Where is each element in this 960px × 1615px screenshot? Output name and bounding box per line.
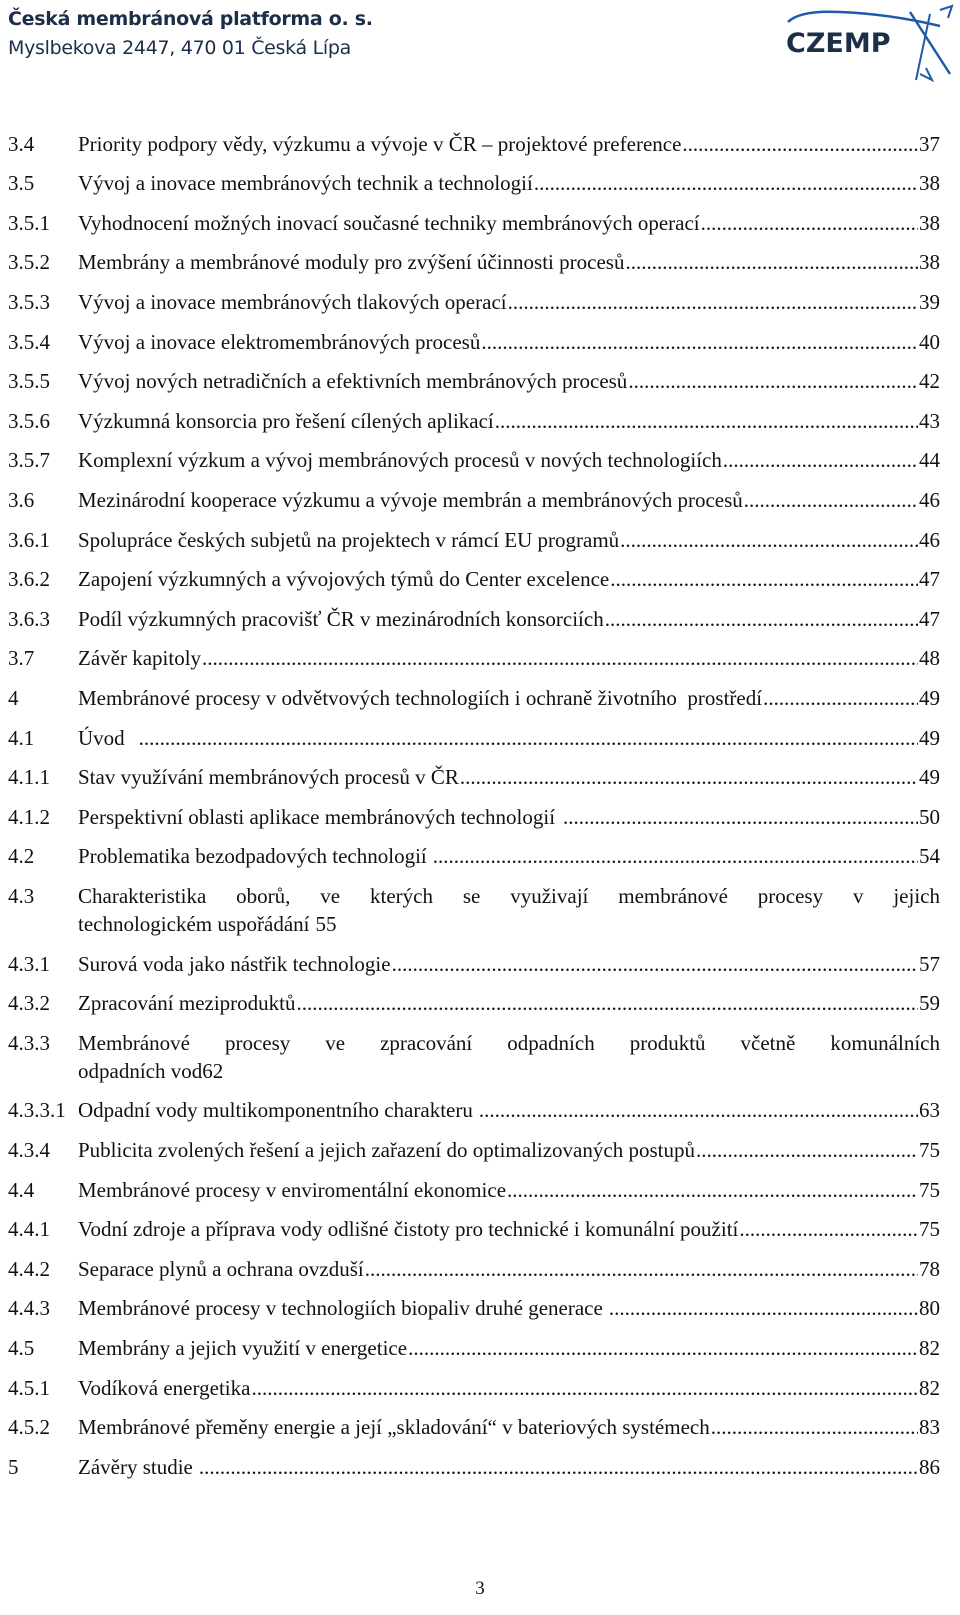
toc-title: Mezinárodní kooperace výzkumu a vývoje membrán a membránových procesů	[78, 488, 743, 512]
toc-page: 50	[919, 805, 940, 829]
toc-title: Závěr kapitoly	[78, 646, 202, 670]
toc-leader	[563, 805, 918, 830]
toc-leader	[481, 330, 918, 355]
toc-leader	[763, 686, 918, 711]
toc-title-line-1: Charakteristika oborů, ve kterých se využivají membránové procesy v jejich	[78, 884, 940, 908]
toc-number: 3.5.3	[8, 290, 50, 314]
toc-number: 4.3.1	[8, 952, 50, 976]
toc-page: 49	[919, 765, 940, 789]
toc-leader	[495, 409, 918, 434]
toc-title: Závěry studie	[78, 1455, 193, 1479]
toc-number: 3.4	[8, 132, 35, 156]
toc-page: 49	[919, 726, 940, 750]
toc-number: 4.4.2	[8, 1257, 50, 1281]
toc-leader	[460, 765, 918, 790]
toc-title: Stav využívání membránových procesů v ČR	[78, 765, 459, 789]
toc-title: Membránové procesy v technologiích biopaliv druhé generace	[78, 1296, 603, 1320]
toc-page: 62	[202, 1059, 224, 1083]
toc-page: 55	[315, 912, 337, 936]
toc-leader	[610, 567, 918, 592]
toc-title: Vodní zdroje a příprava vody odlišné čistoty pro technické i komunální použití	[78, 1217, 739, 1241]
toc-page: 46	[919, 528, 940, 552]
toc-page: 75	[919, 1138, 940, 1162]
toc-page: 39	[919, 290, 940, 314]
toc-number: 3.5.5	[8, 369, 50, 393]
toc-number: 4.3.3	[8, 1031, 50, 1055]
toc-number: 4.4.1	[8, 1217, 50, 1241]
toc-page: 48	[919, 646, 940, 670]
toc-leader	[508, 290, 918, 315]
toc-title: Membránové procesy v odvětvových technologiích i ochraně životního prostředí	[78, 686, 763, 710]
toc-title: Komplexní výzkum a vývoj membránových procesů v nových technologiích	[78, 448, 722, 472]
toc-title-line-2: technologickém uspořádání	[78, 912, 310, 936]
toc-leader	[479, 1098, 918, 1123]
toc-title: Vývoj a inovace elektromembránových procesů	[78, 330, 481, 354]
toc-page: 82	[919, 1336, 940, 1360]
toc-title: Zpracování meziproduktů	[78, 991, 296, 1015]
toc-leader	[605, 607, 918, 632]
toc-leader	[682, 132, 918, 157]
toc-title: Membrány a membránové moduly pro zvýšení účinnosti procesů	[78, 250, 625, 274]
toc-number: 4.1.1	[8, 765, 50, 789]
toc-number: 4.3.4	[8, 1138, 50, 1162]
toc-page: 78	[919, 1257, 940, 1281]
toc-number: 4.4	[8, 1178, 35, 1202]
toc-number: 4.1.2	[8, 805, 50, 829]
toc-page: 38	[919, 171, 940, 195]
toc-title-line-1: Membránové procesy ve zpracování odpadních produktů včetně komunálních	[78, 1031, 940, 1055]
toc-page: 63	[919, 1098, 940, 1122]
toc-title: Separace plynů a ochrana ovzduší	[78, 1257, 364, 1281]
toc-number: 4.5.1	[8, 1376, 50, 1400]
toc-number: 3.6.3	[8, 607, 50, 631]
toc-leader	[609, 1296, 918, 1321]
org-address: Myslbekova 2447, 470 01 Česká Lípa	[8, 37, 351, 59]
toc-leader	[534, 171, 918, 196]
toc-title: Publicita zvolených řešení a jejich zařazení do optimalizovaných postupů	[78, 1138, 695, 1162]
toc-number: 3.5.7	[8, 448, 50, 472]
czemp-logo	[780, 4, 955, 84]
toc-page: 57	[919, 952, 940, 976]
toc-title: Podíl výzkumných pracovišť ČR v mezinárodních konsorciích	[78, 607, 604, 631]
org-name: Česká membránová platforma o. s.	[8, 8, 373, 30]
toc-number: 4.2	[8, 844, 35, 868]
logo-text: CZEMP	[786, 28, 891, 59]
toc-page: 44	[919, 448, 940, 472]
toc-title: Membránové procesy v enviromentální ekonomice	[78, 1178, 507, 1202]
page-number: 3	[475, 1578, 485, 1599]
toc-title: Surová voda jako nástřik technologie	[78, 952, 391, 976]
toc-leader	[625, 250, 918, 275]
toc-title: Vodíková energetika	[78, 1376, 251, 1400]
toc-title: Perspektivní oblasti aplikace membránových technologií	[78, 805, 556, 829]
toc-page: 59	[919, 991, 940, 1015]
toc-number: 3.5.1	[8, 211, 50, 235]
toc-page: 80	[919, 1296, 940, 1320]
toc-leader	[507, 1178, 918, 1203]
toc-leader	[392, 952, 918, 977]
toc-title: Problematika bezodpadových technologií	[78, 844, 427, 868]
toc-page: 42	[919, 369, 940, 393]
toc-leader	[739, 1217, 918, 1242]
toc-page: 38	[919, 250, 940, 274]
toc-page: 49	[919, 686, 940, 710]
toc-number: 3.5.2	[8, 250, 50, 274]
toc-page: 37	[919, 132, 940, 156]
toc-page: 46	[919, 488, 940, 512]
toc-page: 47	[919, 607, 940, 631]
toc-title: Priority podpory vědy, výzkumu a vývoje v ČR – projektové preference	[78, 132, 682, 156]
toc-number: 4.3.3.1	[8, 1098, 66, 1122]
toc-title: Výzkumná konsorcia pro řešení cílených aplikací	[78, 409, 494, 433]
toc-title: Membrány a jejich využití v energetice	[78, 1336, 408, 1360]
toc-page: 75	[919, 1217, 940, 1241]
toc-number: 4	[8, 686, 19, 710]
toc-leader	[711, 1415, 918, 1440]
toc-page: 75	[919, 1178, 940, 1202]
toc-page: 38	[919, 211, 940, 235]
toc-number: 3.6.2	[8, 567, 50, 591]
toc-number: 4.5	[8, 1336, 35, 1360]
toc-leader	[408, 1336, 918, 1361]
toc-page: 43	[919, 409, 940, 433]
toc-page: 54	[919, 844, 940, 868]
toc-leader	[202, 646, 918, 671]
toc-number: 4.5.2	[8, 1415, 50, 1439]
toc-page: 40	[919, 330, 940, 354]
toc-number: 3.5.4	[8, 330, 50, 354]
toc-number: 4.4.3	[8, 1296, 50, 1320]
toc-title: Odpadní vody multikomponentního charakteru	[78, 1098, 473, 1122]
toc-title: Vývoj nových netradičních a efektivních membránových procesů	[78, 369, 628, 393]
toc-number: 3.5	[8, 171, 35, 195]
toc-leader	[365, 1257, 918, 1282]
toc-number: 3.6	[8, 488, 35, 512]
toc-number: 3.7	[8, 646, 35, 670]
toc-number: 4.3.2	[8, 991, 50, 1015]
toc-title: Vývoj a inovace membránových technik a technologií	[78, 171, 533, 195]
page-header	[0, 0, 960, 90]
toc-leader	[433, 844, 918, 869]
toc-leader	[628, 369, 918, 394]
toc-title: Vývoj a inovace membránových tlakových operací	[78, 290, 507, 314]
toc-leader	[297, 991, 918, 1016]
toc-page: 86	[919, 1455, 940, 1479]
toc-title: Spolupráce českých subjetů na projektech v rámcí EU programů	[78, 528, 620, 552]
toc-number: 4.3	[8, 884, 35, 908]
toc-page: 83	[919, 1415, 940, 1439]
toc-leader	[620, 528, 918, 553]
toc-leader	[744, 488, 918, 513]
toc-leader	[251, 1376, 918, 1401]
toc-page: 47	[919, 567, 940, 591]
toc-title: Vyhodnocení možných inovací současné techniky membránových operací	[78, 211, 700, 235]
toc-leader	[723, 448, 918, 473]
toc-title: Membránové přeměny energie a její „skladování“ v bateriových systémech	[78, 1415, 710, 1439]
toc-number: 3.6.1	[8, 528, 50, 552]
toc-leader	[701, 211, 918, 236]
toc-number: 5	[8, 1455, 19, 1479]
toc-title: Zapojení výzkumných a vývojových týmů do Center excelence	[78, 567, 610, 591]
toc-number: 4.1	[8, 726, 35, 750]
toc-number: 3.5.6	[8, 409, 50, 433]
toc-leader	[139, 726, 918, 751]
toc-leader	[696, 1138, 918, 1163]
toc-page: 82	[919, 1376, 940, 1400]
toc-title-line-2: odpadních vod	[78, 1059, 203, 1083]
toc-title: Úvod	[78, 726, 125, 750]
toc-leader	[199, 1455, 918, 1480]
